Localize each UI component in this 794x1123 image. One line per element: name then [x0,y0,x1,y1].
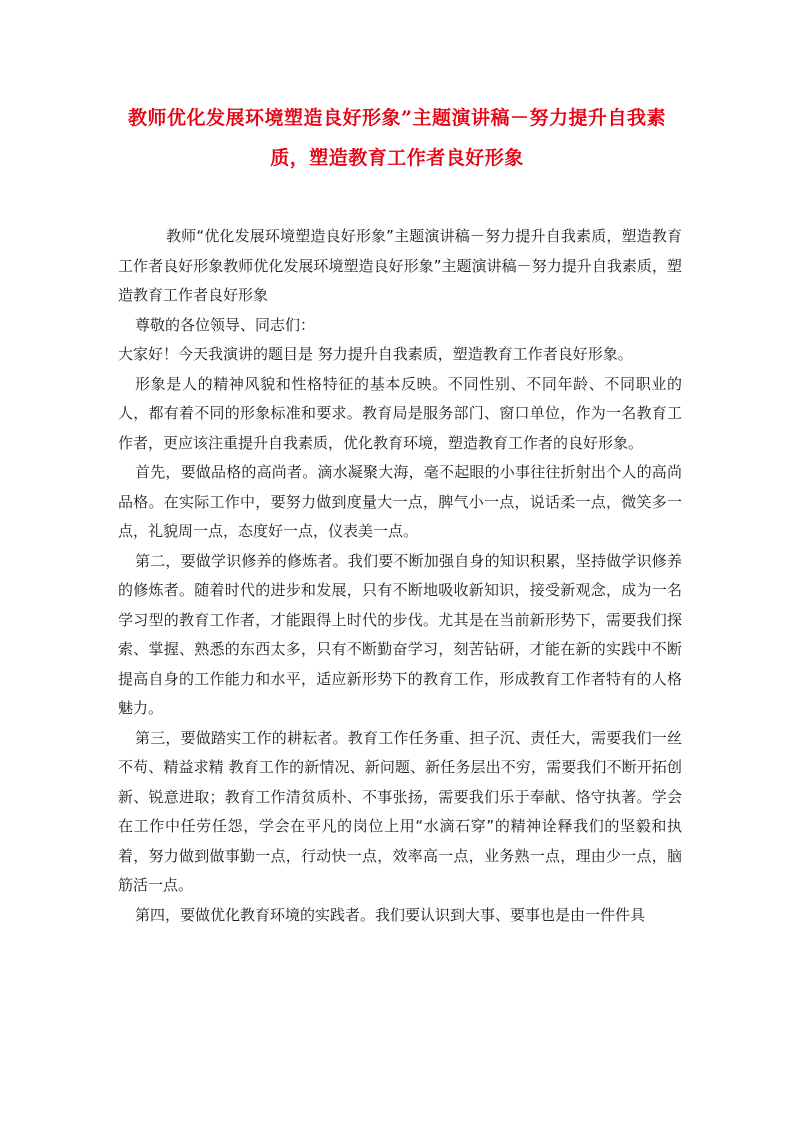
paragraph-image: 形象是人的精神风貌和性格特征的基本反映。不同性别、不同年龄、不同职业的人，都有着不同的形象标准和要求。教育局是服务部门、窗口单位，作为一名教育工作者，更应该注重提升自我素质，优化教育环境，塑造教育工作者的良好形象。 [118,374,682,452]
paragraph-third-point: 第三，要做踏实工作的耕耘者。教育工作任务重、担子沉、责任大，需要我们一丝不苟、精益求精 教育工作的新情况、新问题、新任务层出不穷，需要我们不断开拓创新、锐意进取；教育工作清贫质朴、不事张扬，需要我们乐于奉献、恪守执著。学会在工作中任劳任怨，学会在平凡的岗位上用“水滴石穿”的精神诠释我们的坚毅和执着，努力做到做事勤一点，行动快一点，效率高一点，业务熟一点，理由少一点，脑筋活一点。 [118,728,682,894]
paragraph-intro: 教师“优化发展环境塑造良好形象”主题演讲稿－努力提升自我素质，塑造教育工作者良好形象教师优化发展环境塑造良好形象”主题演讲稿－努力提升自我素质，塑造教育工作者良好形象 [118,227,682,304]
paragraph-greeting: 大家好！今天我演讲的题目是 努力提升自我素质，塑造教育工作者良好形象。 [118,345,633,363]
paragraph-first-point: 首先，要做品格的高尚者。滴水凝聚大海，毫不起眼的小事往往折射出个人的高尚品格。在实际工作中，要努力做到度量大一点，脾气小一点，说话柔一点，微笑多一点，礼貌周一点，态度好一点，仪表美一点。 [118,463,682,540]
paragraph-second-point: 第二，要做学识修养的修炼者。我们要不断加强自身的知识积累，坚持做学识修养的修炼者。随着时代的进步和发展，只有不断地吸收新知识，接受新观念，成为一名学习型的教育工作者，才能跟得上时代的步伐。尤其是在当前新形势下，需要我们探索、掌握、熟悉的东西太多，只有不断勤奋学习，刻苦钻研，才能在新的实践中不断提高自身的工作能力和水平，适应新形势下的教育工作，形成教育工作者特有的人格魅力。 [118,551,682,717]
paragraph-salutation: 尊敬的各位领导、同志们： [135,315,316,334]
paragraph-fourth-point: 第四，要做优化教育环境的实践者。我们要认识到大事、要事也是由一件件具 [135,905,646,924]
document-title: 教师优化发展环境塑造良好形象”主题演讲稿－努力提升自我素质，塑造教育工作者良好形象 [128,107,666,169]
document-body [118,222,682,930]
